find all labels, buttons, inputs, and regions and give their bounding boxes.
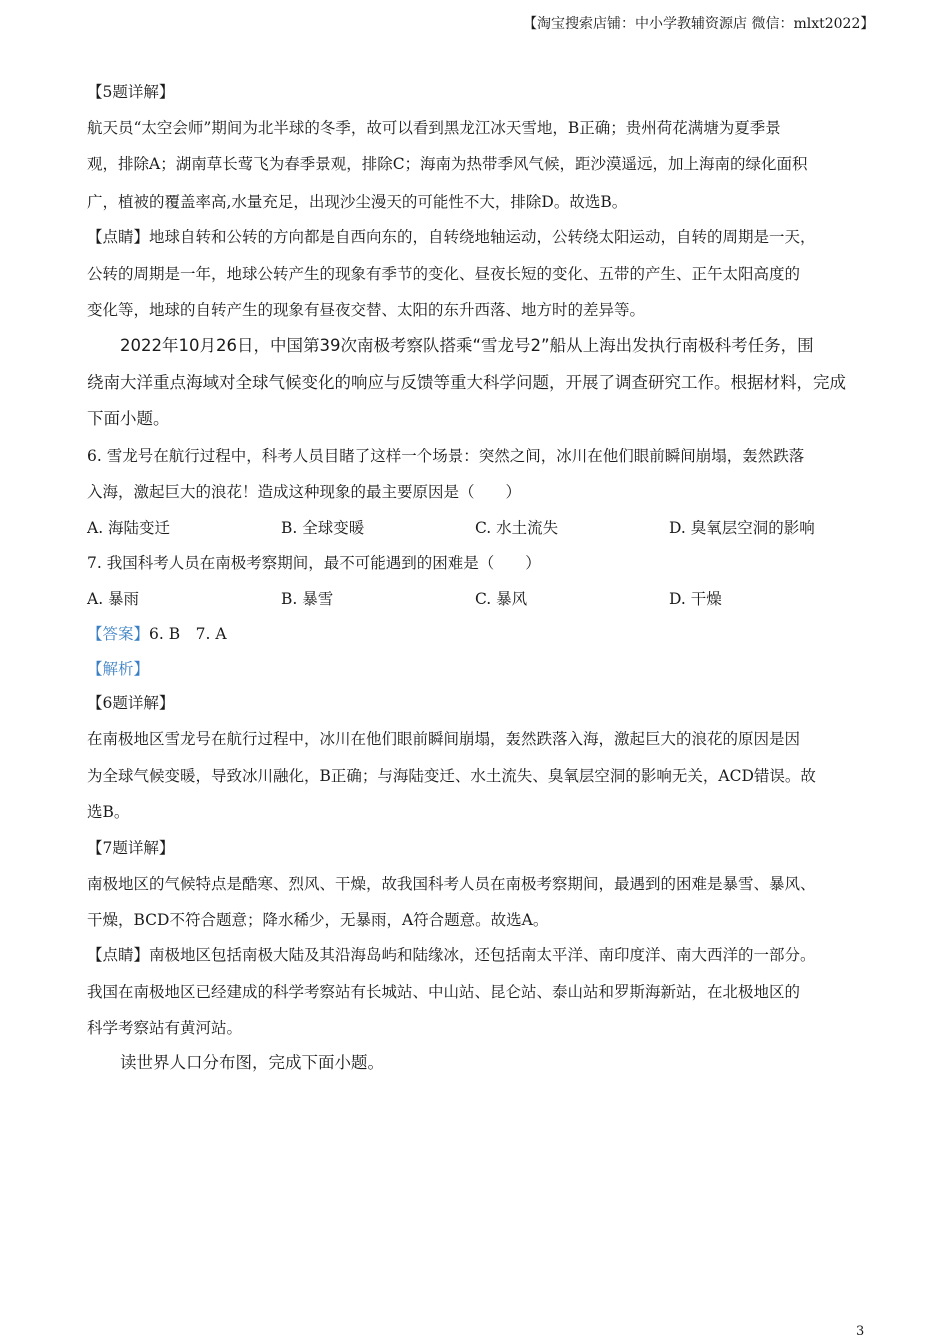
analysis-tag: 【解析】 <box>87 660 150 678</box>
material-line: 下面小题。 <box>87 409 170 428</box>
question-7-option-c: C. 暴风 <box>475 590 528 608</box>
review-paragraph-line: 我国在南极地区已经建成的科学考察站有长城站、中山站、昆仑站、泰山站和罗斯海新站，在北极地区的 <box>87 983 801 1001</box>
review-tag: 【点睛】 <box>87 228 150 246</box>
page-number: 3 <box>856 1324 865 1339</box>
material-line: 2022年10月26日，中国第39次南极考察队搭乘“雪龙号2”船从上海出发执行南极科考任务，围 <box>120 336 814 355</box>
review-tag: 【点睛】 <box>87 946 150 964</box>
review-text: 地球自转和公转的方向都是自西向东的，自转绕地轴运动，公转绕太阳运动，自转的周期是一天， <box>149 228 816 246</box>
question-6-option-a: A. 海陆变迁 <box>87 519 171 537</box>
q7-detail-line: 干燥，BCD不符合题意；降水稀少，无暴雨，A符合题意。故选A。 <box>87 911 549 929</box>
page-header: 【淘宝搜索店铺：中小学教辅资源店 微信：mlxt2022】 <box>523 16 875 32</box>
question-6-option-b: B. 全球变暖 <box>281 519 365 537</box>
q6-detail-line: 选B。 <box>87 803 130 821</box>
review-paragraph-line <box>87 227 816 247</box>
q6-detail-line: 为全球气候变暖，导致冰川融化，B正确；与海陆变迁、水土流失、臭氧层空洞的影响无关，ACD错误。故 <box>87 767 816 785</box>
answer-line <box>87 624 227 644</box>
question-7-stem: 7. 我国科考人员在南极考察期间，最不可能遇到的困难是（ ） <box>87 554 541 572</box>
review-paragraph-line: 公转的周期是一年，地球公转产生的现象有季节的变化、昼夜长短的变化、五带的产生、正午太阳高度的 <box>87 265 801 283</box>
review-paragraph-line: 变化等，地球的自转产生的现象有昼夜交替、太阳的东升西落、地方时的差异等。 <box>87 301 646 319</box>
q7-detail-line: 南极地区的气候特点是酷寒、烈风、干燥，故我国科考人员在南极考察期间，最遇到的困难是暴雪、暴风、 <box>87 875 816 893</box>
q6-detail-line: 在南极地区雪龙号在航行过程中，冰川在他们眼前瞬间崩塌，轰然跌落入海，激起巨大的浪花的原因是因 <box>87 730 801 748</box>
question-6-option-d: D. 臭氧层空洞的影响 <box>669 519 815 537</box>
q5-detail-line: 观，排除A；湖南草长莺飞为春季景观，排除C；海南为热带季风气候，距沙漠遥远，加上海南的绿化面积 <box>87 155 808 173</box>
review-paragraph-line <box>87 945 816 965</box>
question-7-option-a: A. 暴雨 <box>87 590 140 608</box>
q5-detail-line: 航天员“太空会师”期间为北半球的冬季，故可以看到黑龙江冰天雪地，B正确；贵州荷花满塘为夏季景 <box>87 119 781 137</box>
question-6-stem: 6. 雪龙号在航行过程中，科考人员目睹了这样一个场景：突然之间，冰川在他们眼前瞬间崩塌，轰然跌落 <box>87 447 805 465</box>
q6-detail-title: 【6题详解】 <box>87 694 175 712</box>
q5-detail-title: 【5题详解】 <box>87 83 175 101</box>
material-line: 绕南大洋重点海域对全球气候变化的响应与反馈等重大科学问题，开展了调查研究工作。根据材料，完成 <box>87 373 846 392</box>
next-material-line: 读世界人口分布图，完成下面小题。 <box>120 1053 384 1072</box>
review-text: 南极地区包括南极大陆及其沿海岛屿和陆缘冰，还包括南太平洋、南印度洋、南大西洋的一部分。 <box>149 946 816 964</box>
question-6-stem: 入海，激起巨大的浪花！造成这种现象的最主要原因是（ ） <box>87 483 522 501</box>
answer-tag: 【答案】 <box>87 625 150 643</box>
question-6-option-c: C. 水土流失 <box>475 519 559 537</box>
review-paragraph-line: 科学考察站有黄河站。 <box>87 1019 243 1037</box>
question-7-option-d: D. 干燥 <box>669 590 722 608</box>
question-7-option-b: B. 暴雪 <box>281 590 334 608</box>
q7-detail-title: 【7题详解】 <box>87 839 175 857</box>
answer-text: 6. B 7. A <box>149 625 227 643</box>
q5-detail-line: 广，植被的覆盖率高,水量充足，出现沙尘漫天的可能性不大，排除D。故选B。 <box>87 193 628 211</box>
